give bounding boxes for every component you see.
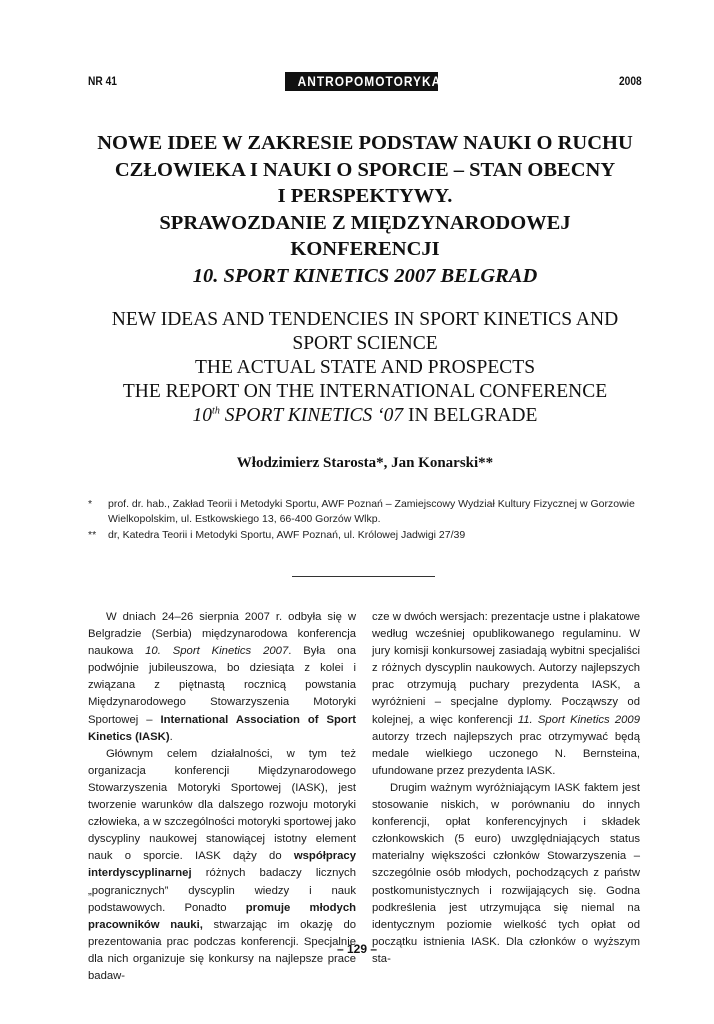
affiliation-mark: *	[88, 498, 93, 510]
affiliation	[88, 497, 658, 527]
text-run: stwarzając im okazję do prezentowania prac podczas konferencji. Specjalnie dla nich organizuje się konkursy na najlepsze prace badaw-	[88, 918, 357, 982]
text-run: . Była ona podwójnie jubileuszowa, bo dziesiąta z kolei i związana z piętnastą rocznicą powstania Międzynarodowego Stowarzyszenia Motoryki Sportowej –	[88, 645, 357, 726]
authors: Włodzimierz Starosta*, Jan Konarski**	[236, 455, 494, 471]
affiliation-text: dr, Katedra Teorii i Metodyki Sportu, AWF Poznań, ul. Królowej Jadwigi 27/39	[108, 529, 466, 541]
title-pl-line: NOWE IDEE W ZAKRESIE PODSTAW NAUKI O RUCHU	[97, 132, 633, 154]
text-run: cze w dwóch wersjach: prezentacje ustne i plakatowe według wcześniej opublikowanego regulaminu. W jury komisji konkursowej zasiadają wybitni specjaliści z różnych dyscyplin naukowych. Autorzy najlepszych prac otrzymują puchary prezydenta IASK, a wyróżnieni – specjalne dyplomy. Począwszy od kolejnej, a więc konferencji	[372, 611, 640, 726]
text-run-italic: 11. Sport Kinetics 2009	[517, 713, 640, 726]
title-pl-line: SPRAWOZDANIE Z MIĘDZYNARODOWEJ	[159, 211, 571, 234]
text-run: różnych badaczy licznych „pogranicznych” dyscyplin wiedzy i nauk podstawowych. Ponadto	[88, 867, 356, 914]
paragraph	[372, 609, 640, 780]
affiliation	[88, 528, 658, 543]
affiliation-mark: **	[88, 529, 97, 541]
text-run: autorzy trzech najlepszych prac otrzymywać będą medale wielkiego uczonego N. Bernsteina, ufundowane przez prezydenta IASK.	[372, 730, 640, 777]
body-column-left	[88, 609, 356, 985]
page-number: – 129 –	[336, 942, 378, 956]
journal-name: ANTROPOMOTORYKA	[297, 73, 442, 89]
issue-year: 2008	[619, 74, 642, 88]
title-en-line: THE ACTUAL STATE AND PROSPECTS	[194, 357, 536, 378]
text-run: W dniach 24–26 sierpnia 2007 r. odbyła się w Belgradzie (Serbia) międzynarodowa konferencja naukowa	[88, 611, 356, 658]
separator-rule	[292, 576, 435, 577]
title-en-line: SPORT SCIENCE	[292, 333, 438, 354]
title-en-line: NEW IDEAS AND TENDENCIES IN SPORT KINETICS AND	[111, 309, 619, 330]
title-en-num: 10	[192, 405, 213, 426]
text-run: .	[169, 730, 173, 743]
title-pl-line: KONFERENCJI	[290, 238, 440, 260]
text-run: Głównym celem działalności, w tym też organizacja konferencji Międzynarodowego Stowarzyszenia Motoryki Sportowej (IASK), jest tworzenie warunków dla dalszego rozwoju motoryki człowieka, a w szczególności motoryki sportowej jako dyscypliny naukowej stanowiącej istotny element nauk o sporcie. IASK dąży do	[88, 747, 356, 863]
paragraph: Drugim ważnym wyróżniającym IASK faktem jest stosowanie niskich, w porównaniu do innych konferencji, opłat konferencyjnych i składek członkowskich (5 euro) uwzględniających status materialny większości członków Stowarzyszenia – szczególnie osób młodych, pochodzących z państw postkomunistycznych i rozwijających się. Godna podkreślenia jest utrzymująca się niemal na identycznym poziomie wielkość tych opłat od początku istnienia IASK. Dla członków o wyższym sta-	[372, 781, 640, 965]
body-column-right	[372, 609, 640, 968]
text-run-bold: promuje młodych pracowników nauki,	[88, 901, 356, 931]
paragraph	[88, 609, 356, 746]
affiliation-text: prof. dr. hab., Zakład Teorii i Metodyki Sportu, AWF Poznań – Zamiejscowy Wydział Kultury Fizycznej w Gorzowie Wielkopolskim, ul. Estkowskiego 13, 66-400 Gorzów Wlkp.	[108, 498, 635, 525]
title-en-line: THE REPORT ON THE INTERNATIONAL CONFERENCE	[122, 381, 608, 402]
title-english	[60, 308, 670, 428]
title-en-sup: th	[212, 405, 220, 417]
text-run-bold: współpracy interdyscyplinarnej	[88, 850, 356, 880]
title-en-italic: SPORT KINETICS ‘07	[219, 405, 404, 426]
issue-number: NR 41	[88, 74, 117, 88]
text-run-italic: 10. Sport Kinetics 2007	[145, 645, 289, 658]
title-en-conference	[60, 404, 670, 428]
title-pl-line: CZŁOWIEKA I NAUKI O SPORCIE – STAN OBECNY	[114, 158, 616, 181]
title-pl-line: I PERSPEKTYWY.	[277, 185, 453, 207]
title-polish	[70, 130, 660, 289]
title-en-rest: IN BELGRADE	[403, 405, 538, 426]
text-run-bold: International Association of Sport Kinetics (IASK)	[88, 713, 356, 743]
title-pl-conference: 10. SPORT KINETICS 2007 BELGRAD	[192, 264, 538, 287]
running-header	[88, 70, 642, 92]
journal-name-banner	[285, 72, 442, 91]
